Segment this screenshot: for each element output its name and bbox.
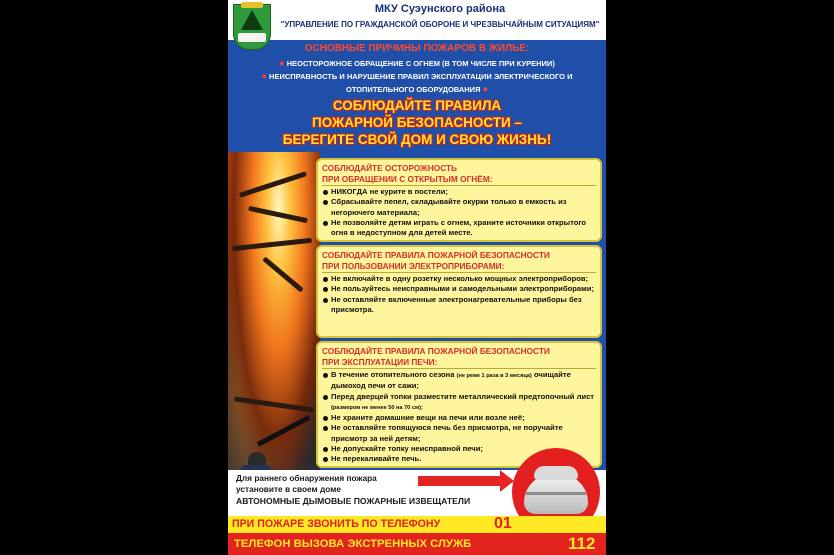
panel-title: СОБЛЮДАЙТЕ ОСТОРОЖНОСТЬ ПРИ ОБРАЩЕНИИ С ОТКРЫТЫМ ОГНЁМ: <box>322 163 596 186</box>
slogan-line: СОБЛЮДАЙТЕ ПРАВИЛА <box>332 98 502 113</box>
organization-name: МКУ Суэунского района <box>374 3 506 15</box>
fire-hose <box>257 415 311 447</box>
rules-list <box>322 274 596 315</box>
house-fire-illustration <box>228 152 320 472</box>
bullet-icon: ● <box>261 71 267 81</box>
fire-phone-label: ПРИ ПОЖАРЕ ЗВОНИТЬ ПО ТЕЛЕФОНУ <box>232 518 441 530</box>
list-item: В течение отопительного сезона (не реже 1 раза в 3 месяца) очищайте дымоход печи от сажи; <box>322 370 596 392</box>
list-item: Не включайте в одну розетку несколько мощных электроприборов; <box>322 274 596 284</box>
department-name: "УПРАВЛЕНИЕ ПО ГРАЖДАНСКОЙ ОБОРОНЕ И ЧРЕЗВЫЧАЙНЫМ СИТУАЦИЯМ" <box>280 20 600 29</box>
detector-text: АВТОНОМНЫЕ ДЫМОВЫЕ ПОЖАРНЫЕ ИЗВЕЩАТЕЛИ <box>236 496 471 506</box>
slogan-line: БЕРЕГИТЕ СВОЙ ДОМ И СВОЮ ЖИЗНЬ! <box>282 132 552 147</box>
detector-text: установите в своем доме <box>236 484 341 494</box>
slogan-line: ПОЖАРНОЙ БЕЗОПАСНОСТИ – <box>312 115 522 130</box>
bullet-icon: ● <box>482 84 488 94</box>
safety-slogan <box>228 97 606 148</box>
emergency-phone-label: ТЕЛЕФОН ВЫЗОВА ЭКСТРЕННЫХ СЛУЖБ <box>234 538 472 550</box>
panel-title: СОБЛЮДАЙТЕ ПРАВИЛА ПОЖАРНОЙ БЕЗОПАСНОСТИ ПРИ ПОЛЬЗОВАНИИ ЭЛЕКТРОПРИБОРАМИ: <box>322 250 596 273</box>
fire-safety-poster <box>228 0 606 555</box>
fire-phone-bar <box>228 516 606 533</box>
panel-title: СОБЛЮДАЙТЕ ПРАВИЛА ПОЖАРНОЙ БЕЗОПАСНОСТИ ПРИ ЭКСПЛУАТАЦИИ ПЕЧИ: <box>322 346 596 369</box>
poster-header <box>228 0 606 40</box>
list-item: Сбрасывайте пепел, складывайте окурки только в емкость из негорючего материала; <box>322 197 596 218</box>
rules-list <box>322 187 596 238</box>
emergency-phone-bar <box>228 533 606 555</box>
list-item: Не оставляйте включенные электронагревательные приборы без присмотра. <box>322 295 596 316</box>
emergency-phone-number: 112 <box>568 534 596 553</box>
bullet-icon: ● <box>279 58 285 68</box>
list-item: Не позволяйте детям играть с огнем, храните источники открытого огня в недоступном для детей месте. <box>322 218 596 239</box>
arrow-right-icon <box>418 476 502 486</box>
detector-text: Для раннего обнаружения пожара <box>236 473 377 483</box>
district-emblem-icon <box>233 4 271 50</box>
list-item: Перед дверцей топки разместите металлический предтопочный лист (размером не менее 50 на 70 см); <box>322 392 596 414</box>
cause-text: НЕИСПРАВНОСТЬ И НАРУШЕНИЕ ПРАВИЛ ЭКСПЛУАТАЦИИ ЭЛЕКТРИЧЕСКОГО И ОТОПИТЕЛЬНОГО ОБОРУДОВАНИЯ <box>269 72 573 94</box>
cause-item <box>238 70 596 96</box>
open-fire-panel <box>316 158 602 242</box>
electrical-panel <box>316 245 602 338</box>
list-item: Не перекаливайте печь. <box>322 454 596 464</box>
cause-item <box>238 57 596 70</box>
list-item: Не храните домашние вещи на печи или возле неё; <box>322 413 596 423</box>
list-item: Не оставляйте топящуюся печь без присмотра, не поручайте присмотр за ней детям; <box>322 423 596 444</box>
list-item: Не пользуйтесь неисправными и самодельными электроприборами; <box>322 284 596 294</box>
list-item: Не допускайте топку неисправной печи; <box>322 444 596 454</box>
causes-title: ОСНОВНЫЕ ПРИЧИНЫ ПОЖАРОВ В ЖИЛЬЕ: <box>304 43 530 54</box>
cause-text: НЕОСТОРОЖНОЕ ОБРАЩЕНИЕ С ОГНЕМ (В ТОМ ЧИСЛЕ ПРИ КУРЕНИИ) <box>286 59 555 68</box>
fire-phone-number: 01 <box>494 515 512 532</box>
list-item: НИКОГДА не курите в постели; <box>322 187 596 197</box>
